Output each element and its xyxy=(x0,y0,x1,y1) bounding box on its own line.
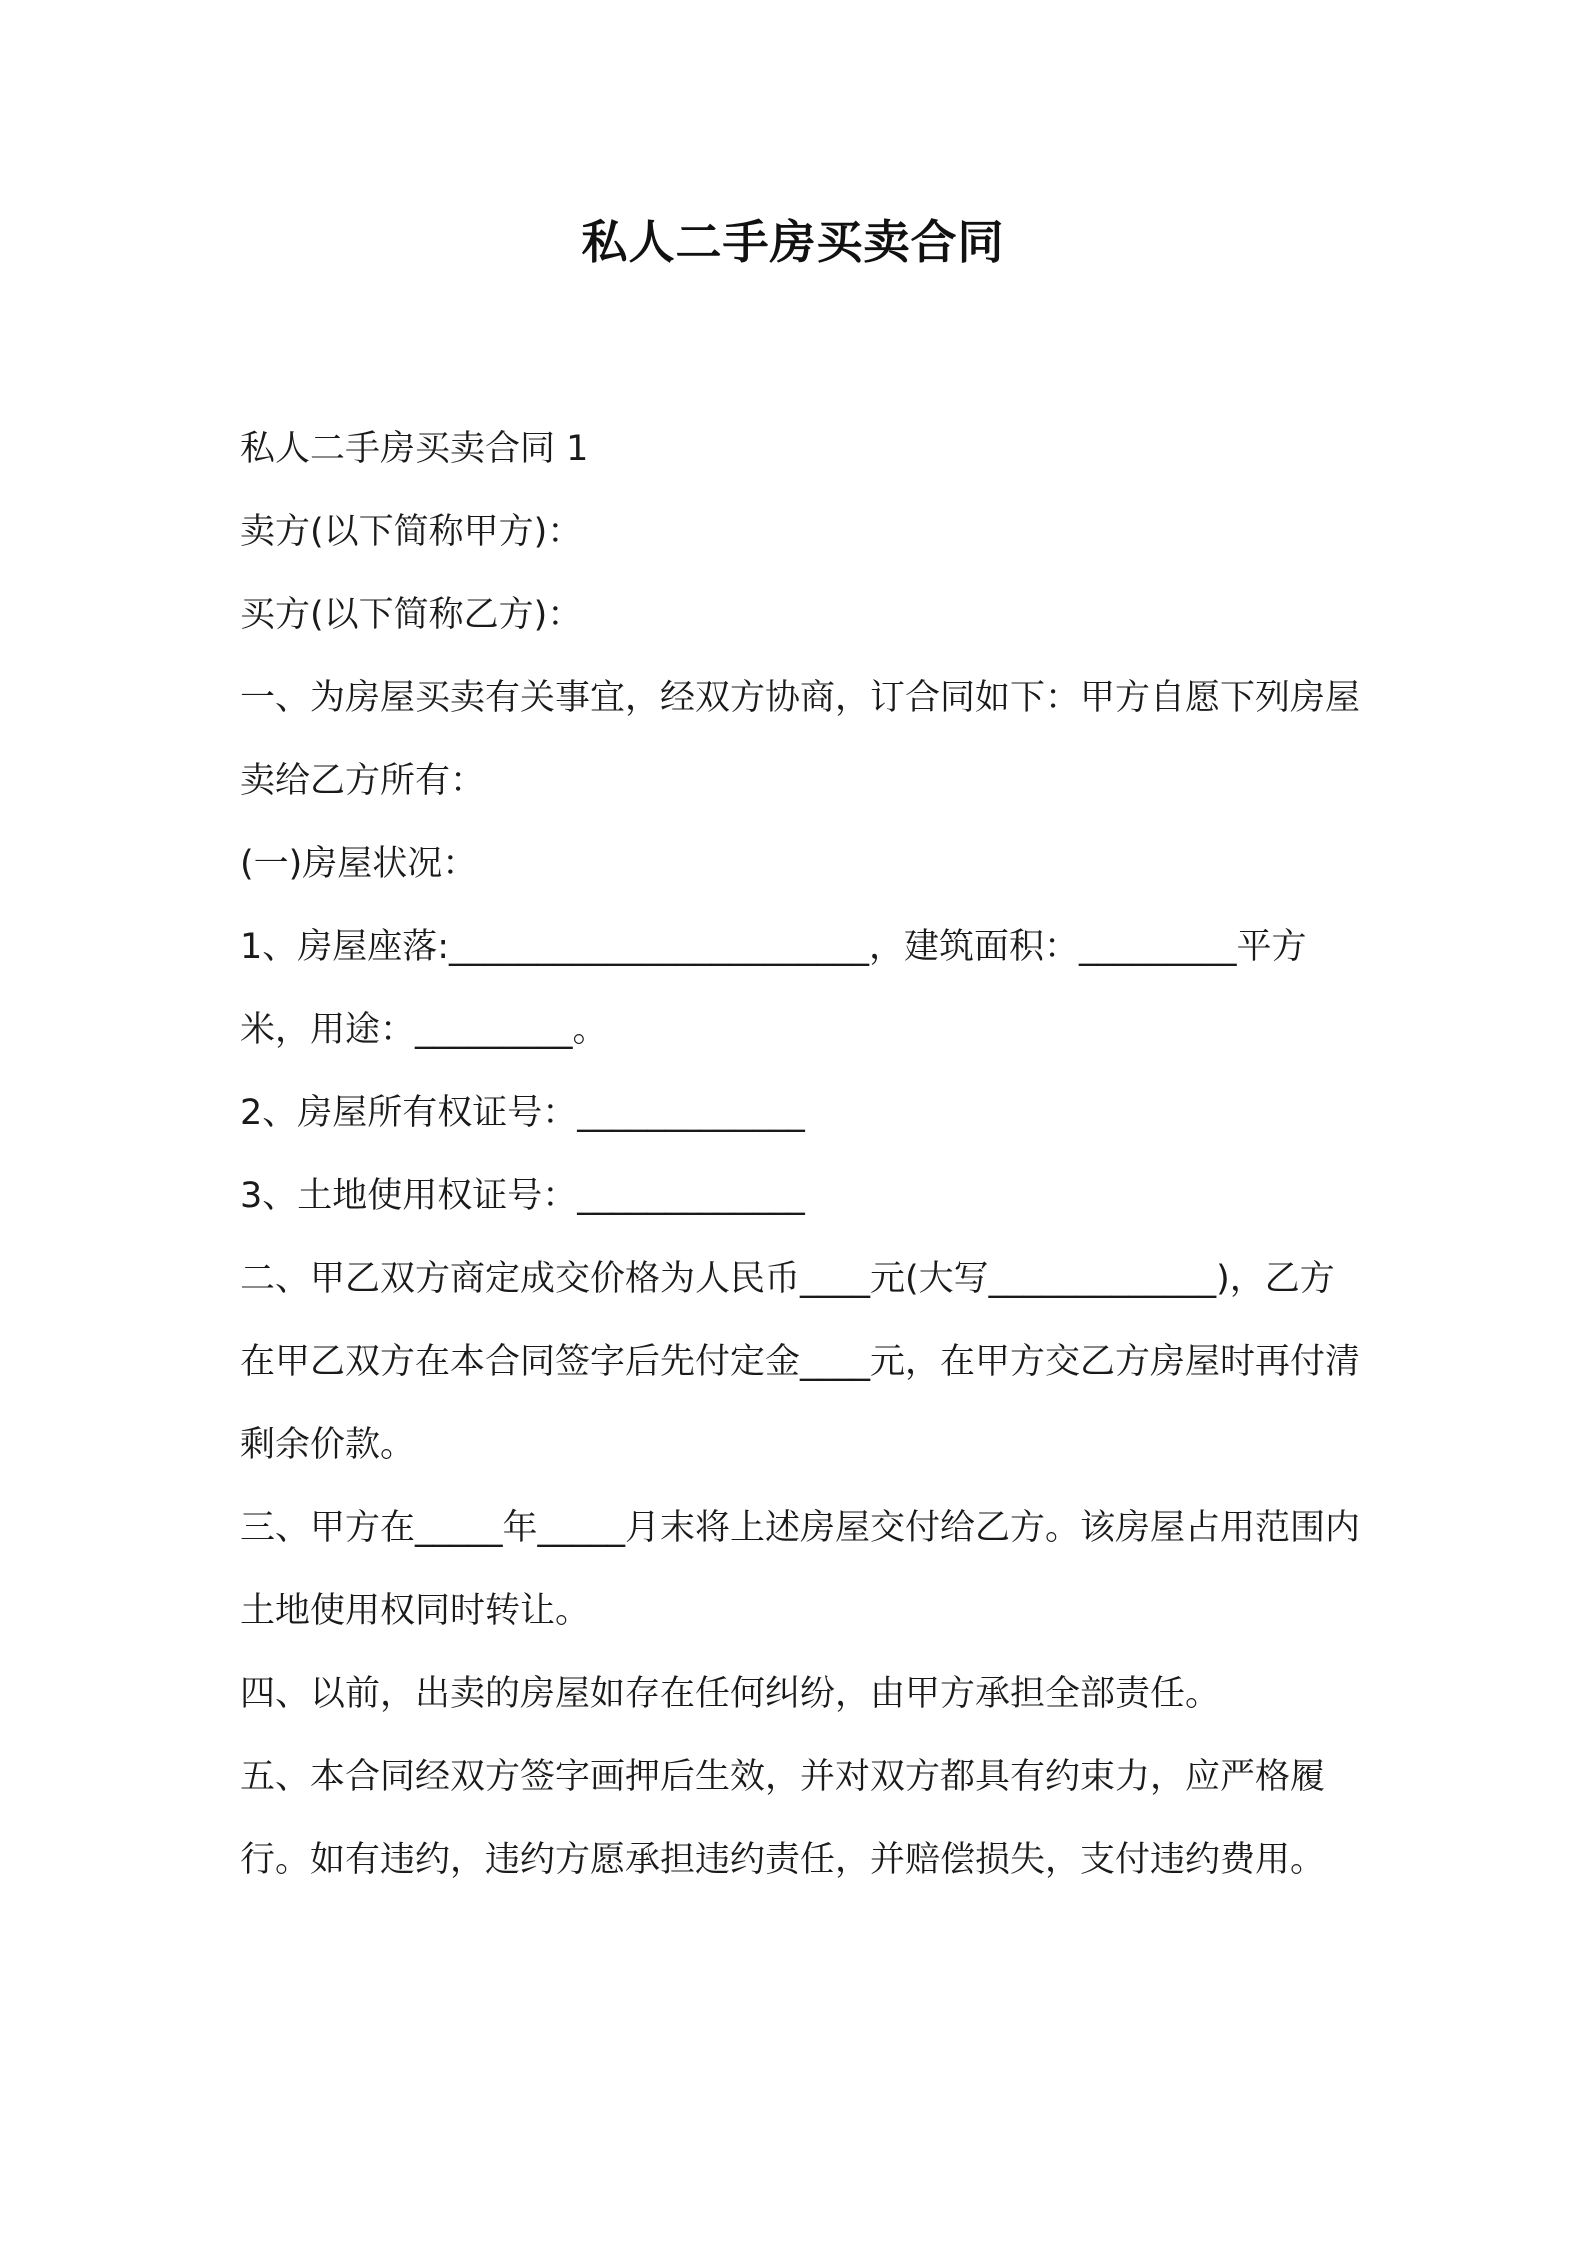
property-status-heading: (一)房屋状况： xyxy=(240,844,478,884)
buyer-line: 买方(以下简称乙方)： xyxy=(240,595,583,635)
seller-line: 卖方(以下简称甲方)： xyxy=(240,512,583,552)
clause-three: 三、甲方在_____年_____月末将上述房屋交付给乙方。该房屋占用范围内土地使用权同时转让。 xyxy=(240,1508,1361,1631)
clause-one: 一、为房屋买卖有关事宜，经双方协商，订合同如下：甲方自愿下列房屋卖给乙方所有： xyxy=(240,678,1361,801)
document-body xyxy=(240,408,1362,1902)
contract-subtitle: 私人二手房买卖合同 1 xyxy=(240,429,589,469)
clause-five: 五、本合同经双方签字画押后生效，并对双方都具有约束力，应严格履行。如有违约，违约方愿承担违约责任，并赔偿损失，支付违约费用。 xyxy=(240,1757,1326,1880)
clause-two: 二、甲乙双方商定成交价格为人民币____元(大写_____________)，乙方在甲乙双方在本合同签字后先付定金____元，在甲方交乙方房屋时再付清剩余价款。 xyxy=(240,1259,1361,1465)
document-title: 私人二手房买卖合同 xyxy=(581,215,1005,269)
land-use-certificate-line: 3、土地使用权证号：_____________ xyxy=(240,1176,805,1216)
clause-four: 四、以前，出卖的房屋如存在任何纠纷，由甲方承担全部责任。 xyxy=(240,1674,1221,1714)
ownership-certificate-line: 2、房屋所有权证号：_____________ xyxy=(240,1093,805,1133)
property-location-line: 1、房屋座落:________________________，建筑面积：_________平方米，用途：_________。 xyxy=(240,927,1307,1050)
